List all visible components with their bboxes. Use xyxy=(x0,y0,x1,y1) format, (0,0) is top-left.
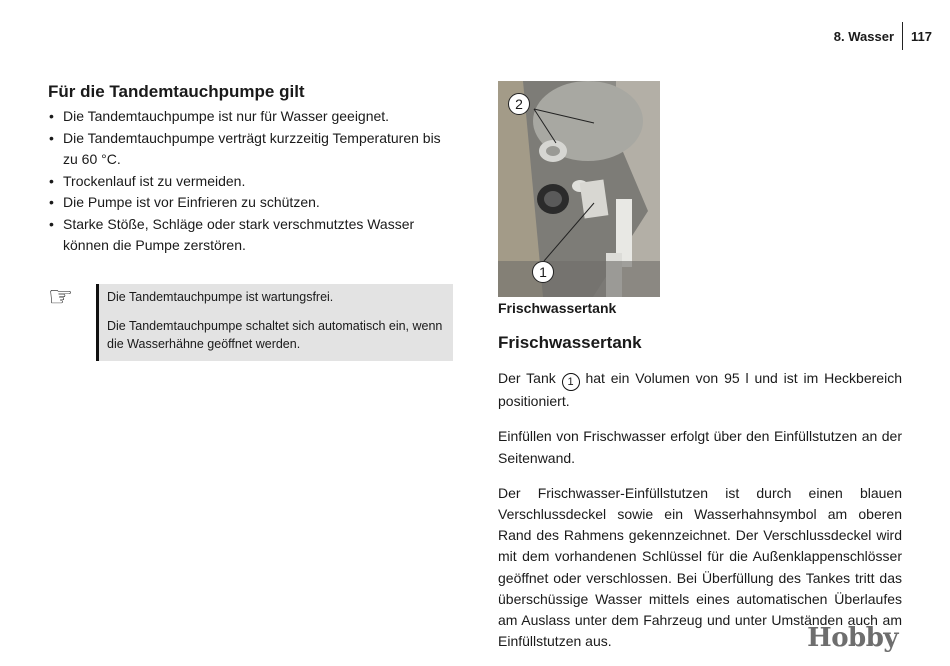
note-box xyxy=(48,281,453,361)
list-item: • Die Tandemtauchpumpe ist nur für Wasser geeignet. xyxy=(48,106,453,128)
callout-1: 1 xyxy=(532,261,554,283)
tank-heading: Frischwassertank xyxy=(498,333,642,353)
tank-paragraph-3: Der Frischwasser-Einfüllstutzen ist durch einen blauen Verschlussdeckel sowie ein Wasserhahnsymbol am oberen Rand des Rahmens gekennzeichnet. Der Verschlussdeckel wird mit dem vorhandenen Schlüssel für die Außenklappenschlösser geöffnet oder verschlossen. Bei Überfüllung des Tankes tritt das überschüssige Wasser mittels eines automatischen Überlaufes am Auslass unter dem Fahrzeug und unter Umständen auch am Einfüllstutzen aus. xyxy=(498,484,902,650)
pointing-hand-icon: ☞ xyxy=(48,281,74,312)
list-item: • Starke Stöße, Schläge oder stark verschmutztes Wasser können die Pumpe zerstören. xyxy=(48,214,453,257)
chapter-title: 8. Wasser xyxy=(833,28,895,44)
right-column xyxy=(498,298,902,666)
text-span: hat ein Volumen von 95 l und ist im Heckbereich positioniert. xyxy=(498,370,902,410)
callout-2: 2 xyxy=(508,93,530,115)
page-number: 117 xyxy=(911,28,932,44)
left-column xyxy=(48,82,453,257)
list-item: • Trockenlauf ist zu vermeiden. xyxy=(48,171,453,193)
pump-rules-list xyxy=(48,106,453,257)
pump-heading: Für die Tandemtauchpumpe gilt xyxy=(48,82,305,101)
figure-caption: Frischwassertank xyxy=(498,300,617,316)
list-item: • Die Tandemtauchpumpe verträgt kurzzeitig Temperaturen bis zu 60 °C. xyxy=(48,128,453,171)
note-paragraph: Die Tandemtauchpumpe ist wartungsfrei. xyxy=(107,290,334,304)
tank-photo xyxy=(498,81,660,297)
tank-paragraph-2: Einfüllen von Frischwasser erfolgt über den Einfüllstutzen an der Seitenwand. xyxy=(498,428,902,466)
tank-paragraph-1 xyxy=(498,368,902,412)
note-content xyxy=(96,284,453,361)
list-item: • Die Pumpe ist vor Einfrieren zu schützen. xyxy=(48,192,453,214)
text-span: Der Tank xyxy=(498,370,562,387)
reference-number-icon: 1 xyxy=(562,373,580,391)
hobby-logo: Hobby xyxy=(807,623,898,653)
note-paragraph: Die Tandemtauchpumpe schaltet sich automatisch ein, wenn die Wasserhähne geöffnet werden. xyxy=(107,319,443,351)
header-divider xyxy=(902,22,903,50)
page-header xyxy=(834,22,932,50)
